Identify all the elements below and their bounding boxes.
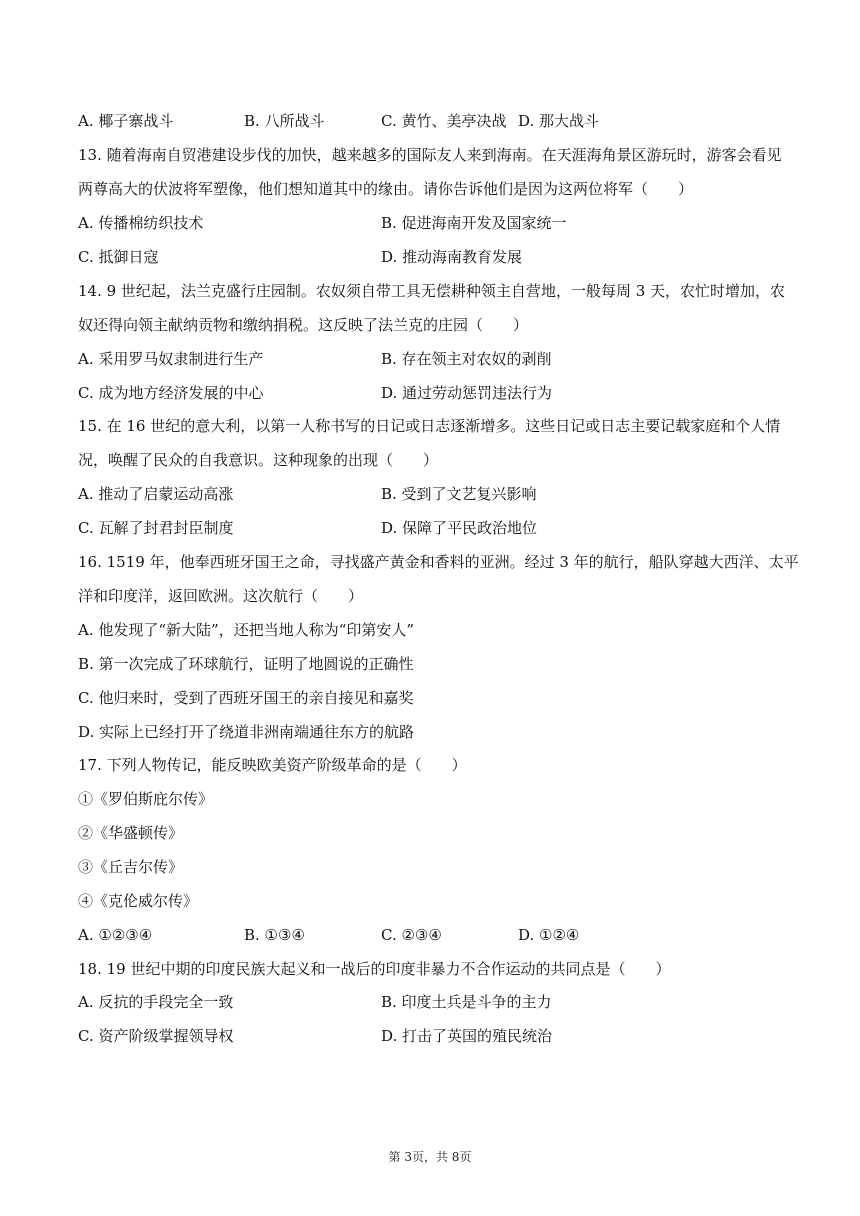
q13-stem-line-2: 两尊高大的伏波将军塑像，他们想知道其中的缘由。请你告诉他们是因为这两位将军（ ）	[78, 180, 694, 198]
q17-option-a: A. ①②③④	[78, 926, 153, 944]
q15-option-c: C. 瓦解了封君封臣制度	[78, 519, 234, 537]
q14-stem-line-2: 奴还得向领主献纳贡物和缴纳捐税。这反映了法兰克的庄园（ ）	[78, 316, 529, 334]
q15-option-b: B. 受到了文艺复兴影响	[381, 485, 537, 503]
q17-item-4: ④《克伦威尔传》	[78, 892, 199, 910]
q16-option-b: B. 第一次完成了环球航行，证明了地圆说的正确性	[78, 655, 414, 673]
q15-option-a: A. 推动了启蒙运动高涨	[78, 485, 234, 503]
q18-option-d: D. 打击了英国的殖民统治	[381, 1027, 553, 1045]
q15-stem-line-2: 况，唤醒了民众的自我意识。这种现象的出现（ ）	[78, 451, 439, 469]
q17-item-3: ③《丘吉尔传》	[78, 858, 184, 876]
q12-option-b: B. 八所战斗	[244, 112, 325, 130]
q12-option-a: A. 椰子寨战斗	[78, 112, 174, 130]
q13-option-a: A. 传播棉纺织技术	[78, 214, 204, 232]
q17-option-b: B. ①③④	[244, 926, 305, 944]
q14-stem-line-1: 14. 9 世纪起，法兰克盛行庄园制。农奴须自带工具无偿耕种领主自营地，一般每周 3 天，农忙时增加，农	[78, 282, 786, 300]
q18-stem-line-1: 18. 19 世纪中期的印度民族大起义和一战后的印度非暴力不合作运动的共同点是（ ）	[78, 960, 671, 978]
q14-option-b: B. 存在领主对农奴的剥削	[381, 350, 552, 368]
q14-option-c: C. 成为地方经济发展的中心	[78, 384, 264, 402]
q14-option-a: A. 采用罗马奴隶制进行生产	[78, 350, 264, 368]
q18-option-c: C. 资产阶级掌握领导权	[78, 1027, 234, 1045]
q17-stem-line-1: 17. 下列人物传记，能反映欧美资产阶级革命的是（ ）	[78, 756, 467, 774]
q13-stem-line-1: 13. 随着海南自贸港建设步伐的加快，越来越多的国际友人来到海南。在天涯海角景区游玩时，游客会看见	[78, 146, 782, 164]
q13-option-d: D. 推动海南教育发展	[381, 248, 523, 266]
q15-option-d: D. 保障了平民政治地位	[381, 519, 538, 537]
q16-stem-line-2: 洋和印度洋，返回欧洲。这次航行（ ）	[78, 587, 364, 605]
q18-option-b: B. 印度土兵是斗争的主力	[381, 993, 552, 1011]
q13-option-b: B. 促进海南开发及国家统一	[381, 214, 567, 232]
q12-option-c: C. 黄竹、美亭决战	[381, 112, 507, 130]
q16-option-c: C. 他归来时，受到了西班牙国王的亲自接见和嘉奖	[78, 689, 414, 707]
page-number: 第 3页，共 8页	[388, 1150, 472, 1164]
q17-item-2: ②《华盛顿传》	[78, 824, 184, 842]
q17-option-c: C. ②③④	[381, 926, 442, 944]
q18-option-a: A. 反抗的手段完全一致	[78, 993, 234, 1011]
q13-option-c: C. 抵御日寇	[78, 248, 159, 266]
q12-option-d: D. 那大战斗	[518, 112, 600, 130]
q14-option-d: D. 通过劳动惩罚违法行为	[381, 384, 553, 402]
q17-option-d: D. ①②④	[518, 926, 580, 944]
q16-stem-line-1: 16. 1519 年，他奉西班牙国王之命，寻找盛产黄金和香料的亚洲。经过 3 年的航行，船队穿越大西洋、太平	[78, 553, 799, 571]
q17-item-1: ①《罗伯斯庇尔传》	[78, 790, 214, 808]
q16-option-a: A. 他发现了“新大陆”，还把当地人称为“印第安人”	[78, 621, 415, 639]
q16-option-d: D. 实际上已经打开了绕道非洲南端通往东方的航路	[78, 723, 415, 741]
q15-stem-line-1: 15. 在 16 世纪的意大利，以第一人称书写的日记或日志逐渐增多。这些日记或日志主要记载家庭和个人情	[78, 417, 781, 435]
